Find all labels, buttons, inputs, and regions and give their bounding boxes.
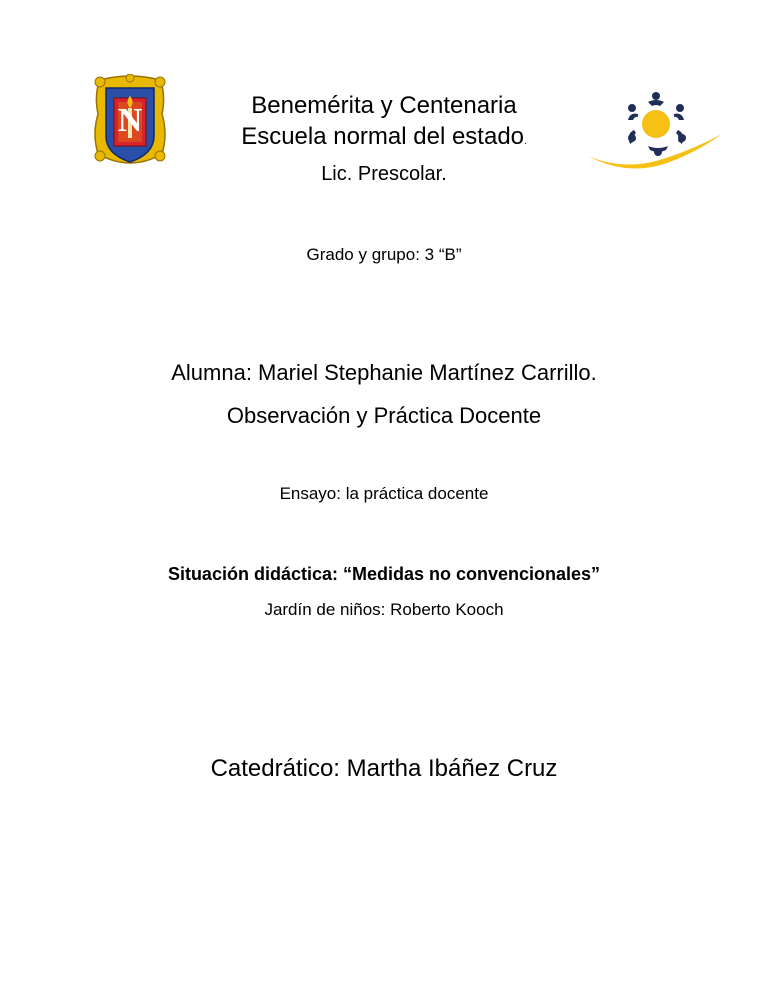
situation-text: Situación didáctica: “Medidas no convencionales” [167, 564, 601, 584]
course-text: Observación y Práctica Docente [226, 403, 542, 428]
student-name [0, 362, 768, 384]
title-line2-text: Escuela normal del estado [241, 123, 525, 150]
program-name [0, 164, 768, 184]
institution-title-line1 [0, 94, 768, 118]
title-line2-dot: . [524, 136, 527, 147]
institution-title-line2 [0, 125, 768, 149]
essay-title [0, 485, 768, 502]
professor-text: Catedrático: Martha Ibáñez Cruz [210, 755, 558, 782]
kindergarten-name [0, 601, 768, 618]
didactic-situation [0, 565, 768, 583]
essay-text: Ensayo: la práctica docente [279, 484, 489, 503]
grade-text: Grado y grupo: 3 “B” [306, 245, 462, 264]
kindergarten-text: Jardín de niños: Roberto Kooch [264, 600, 504, 619]
crest-letter: N [117, 102, 143, 139]
student-text: Alumna: Mariel Stephanie Martínez Carrillo. [171, 360, 597, 385]
grade-group [0, 246, 768, 263]
course-name [0, 405, 768, 427]
title-line1-text: Benemérita y Centenaria [251, 92, 517, 119]
program-text: Lic. Prescolar. [321, 163, 447, 185]
professor-name [0, 757, 768, 781]
school-crest-icon [92, 74, 168, 170]
